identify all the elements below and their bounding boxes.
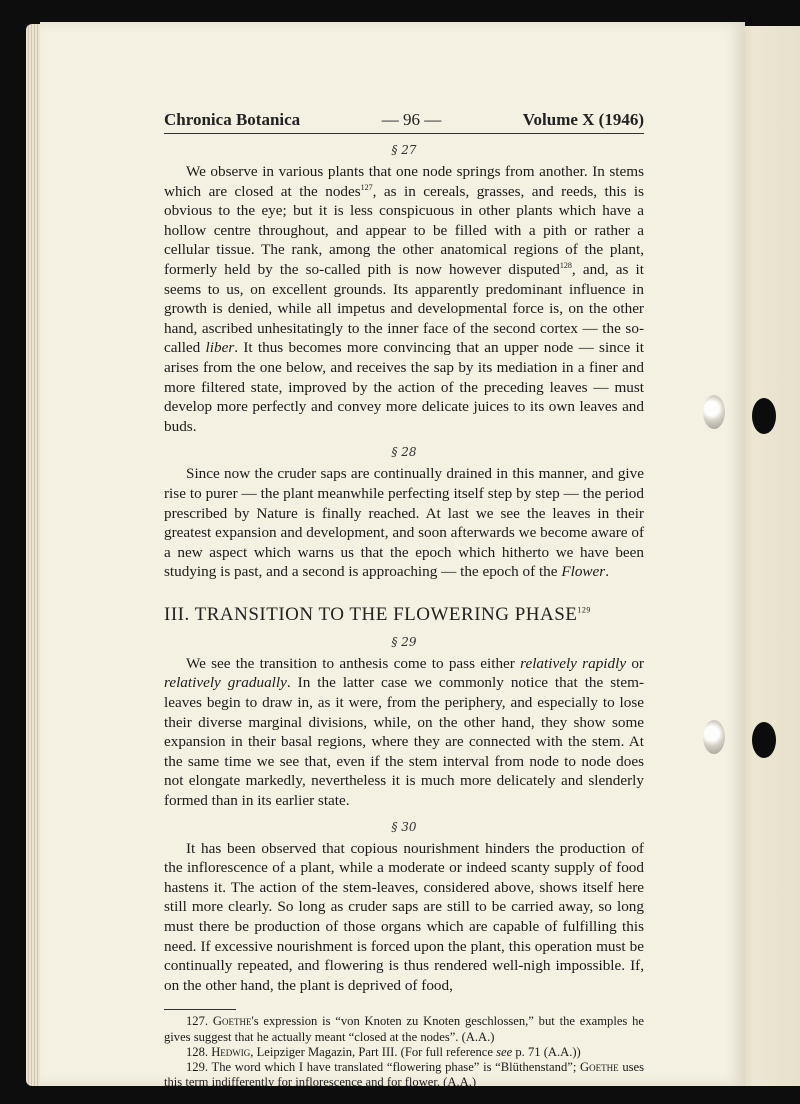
paragraph-30: It has been observed that copious nourishment hinders the production of the inflorescence of a plant, while a moderate or indeed scanty supply of food hastens it. The action of the stem-leaves, considered above, shows itself here still more clearly. So long as cruder saps are still to be carried away, so long must there be production of those organs which are capable of fulfilling this need. If excessive nourishment is forced upon the plant, this operation must be continually repeated, and flowering is thus rendered well-nigh impossible. If, on the other hand, the plant is deprived of food, bbox=[164, 839, 644, 994]
section-marker-28: § 28 bbox=[391, 445, 417, 460]
punch-hole bbox=[703, 395, 725, 429]
punch-hole bbox=[703, 720, 725, 754]
punch-hole bbox=[752, 398, 776, 434]
journal-title: Chronica Botanica bbox=[164, 110, 301, 129]
paragraph-28: Since now the cruder saps are continually drained in this manner, and give rise to purer — the plant meanwhile perfecting itself step by step — the period prescribed by Nature is finally reached. At last we see the leaves in their greatest expansion and development, and soon afterwards we become aware of a new aspect which warns us that the epoch which hitherto we have been studying is past, and a second is approaching — the epoch of the Flower. bbox=[164, 465, 644, 581]
chapter-heading: III. TRANSITION TO THE FLOWERING PHASE$^{129}$ bbox=[164, 603, 591, 625]
punch-hole bbox=[752, 722, 776, 758]
footnote-128: 128. Hedwig, Leipziger Magazin, Part III. (For full reference see p. 71 (A.A.)) bbox=[186, 1044, 581, 1059]
section-marker-27: § 27 bbox=[391, 143, 417, 157]
footnote-ref-128[interactable]: 128 bbox=[559, 260, 572, 270]
volume-label: Volume X (1946) bbox=[522, 110, 644, 129]
page-content bbox=[164, 110, 644, 1090]
page-number: — 96 — bbox=[381, 110, 442, 129]
section-marker-30: § 30 bbox=[391, 819, 417, 834]
footnote-rule bbox=[164, 1009, 236, 1010]
footnote-127: 127. Goethe's expression is “von Knoten zu Knoten geschlossen,” but the examples he gives suggest that he actually meant “closed at the nodes”. (A.A.) bbox=[164, 1014, 644, 1044]
footnote-ref-127[interactable]: 127 bbox=[360, 182, 373, 192]
footnote-129: 129. The word which I have translated “flowering phase” is “Blüthenstand”; Goethe uses this term indifferently for inflorescence and for flower. (A.A.) bbox=[164, 1059, 645, 1090]
paragraph-27: We observe in various plants that one node springs from another. In stems which are closed at the nodes$^{127}$, as in cereals, grasses, and reeds, this is obvious to the eye; but it is less conspicuous in other plants which have a hollow centre throughout, and appear to be filled with a pith or rather a cellular tissue. The rank, among the other anatomical regions of the plant, formerly held by the so-called pith is now however disputed$^{128}$, and, as it seems to us, on excellent grounds. Its apparently predominant influence in growth is denied, while all impetus and developmental force is, on the other hand, ascribed unhesitatingly to the inner face of the second cortex — the so-called liber. It thus becomes more convincing that an upper node — since it arises from the one below, and receives the sap by its mediation in a finer and more filtered state, improved by the action of the preceding leaves — must develop more perfectly and convey more delicate juices to its own leaves and buds. bbox=[164, 163, 645, 435]
footnote-ref-129[interactable]: 129 bbox=[577, 605, 591, 615]
paragraph-29: We see the transition to anthesis come to pass either relatively rapidly or relatively gradually. In the latter case we commonly notice that the stem-leaves begin to draw in, as it were, from the periphery, and especially to lose their diverse marginal divisions, while, on the other hand, they show some expansion in their basal regions, where they are connected with the stem. At the same time we see that, even if the stem interval from node to node does not elongate markedly, nevertheless it is much more delicately and slenderly formed than in its earlier state. bbox=[164, 654, 644, 810]
running-header bbox=[164, 110, 644, 134]
section-marker-29: § 29 bbox=[391, 634, 417, 649]
